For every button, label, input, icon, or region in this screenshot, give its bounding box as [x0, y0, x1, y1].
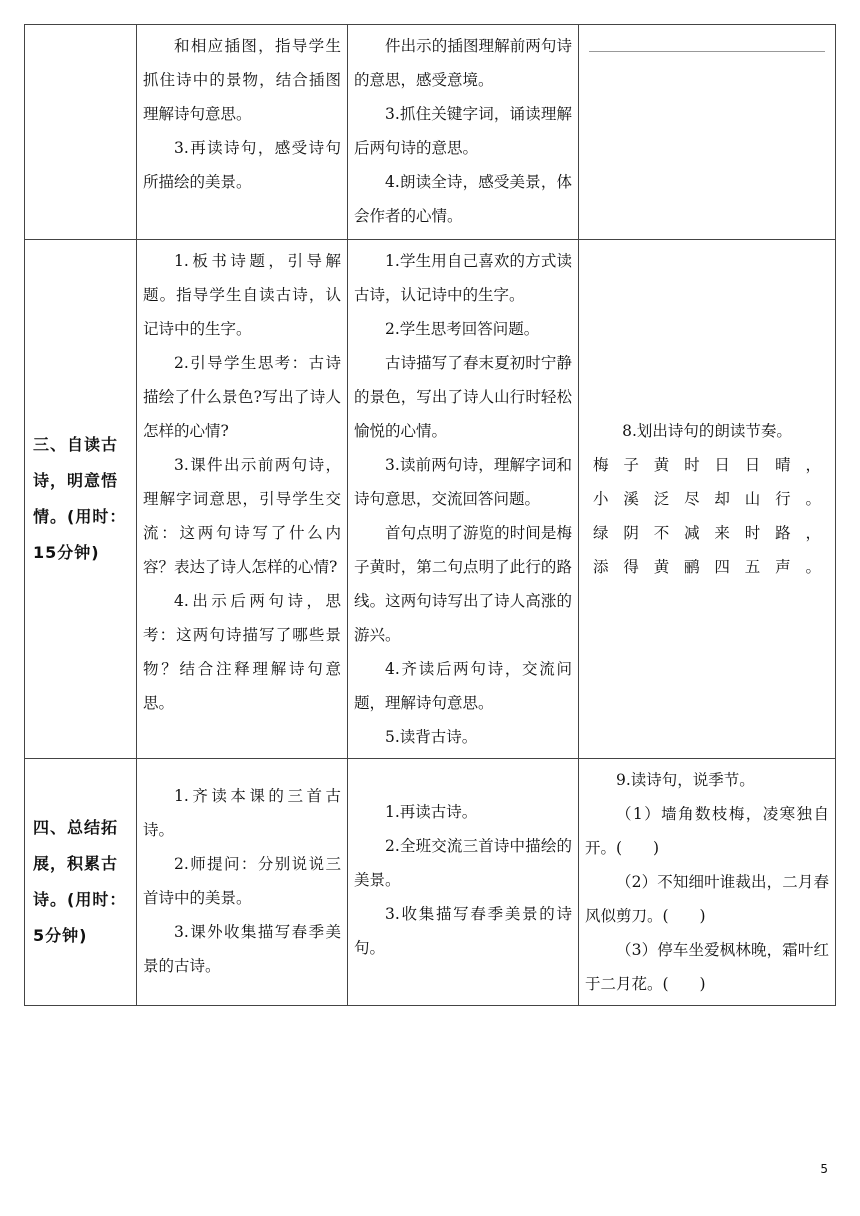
teacher-activity-cell — [137, 759, 348, 1006]
paragraph: 3.再读诗句，感受诗句所描绘的美景。 — [143, 139, 341, 191]
poem-line: 小溪泛尽却山行。 — [593, 490, 821, 508]
paragraph: 和相应插图，指导学生抓住诗中的景物，结合插图理解诗句意思。 — [143, 37, 341, 123]
teacher-activity-cell — [137, 25, 348, 240]
exercise-cell — [579, 240, 836, 759]
paragraph: 3.抓住关键字词，诵读理解后两句诗的意思。 — [354, 105, 572, 157]
stage-title: 三、自读古诗，明意悟情。(用时：15分钟) — [33, 435, 127, 562]
paragraph: （3）停车坐爱枫林晚，霜叶红于二月花。( ) — [585, 941, 829, 993]
paragraph: 3.课外收集描写春季美景的古诗。 — [143, 923, 341, 975]
exercise-cell — [579, 759, 836, 1006]
teacher-activity-cell — [137, 240, 348, 759]
paragraph: 2.引导学生思考：古诗描绘了什么景色?写出了诗人怎样的心情? — [143, 354, 341, 440]
paragraph: 3.读前两句诗，理解字词和诗句意思，交流回答问题。 — [354, 456, 572, 508]
stage-cell — [25, 25, 137, 240]
exercise-cell — [579, 25, 836, 240]
paragraph: （1）墙角数枝梅，凌寒独自开。( ) — [585, 805, 829, 857]
exercise-task: 8.划出诗句的朗读节奏。 — [622, 422, 792, 440]
paragraph: 古诗描写了春末夏初时宁静的景色，写出了诗人山行时轻松愉悦的心情。 — [354, 354, 572, 440]
table-row — [25, 240, 836, 759]
student-activity-cell — [348, 25, 579, 240]
paragraph: 2.学生思考回答问题。 — [385, 320, 540, 338]
paragraph: 首句点明了游览的时间是梅子黄时，第二句点明了此行的路线。这两句诗写出了诗人高涨的游兴。 — [354, 524, 572, 644]
paragraph: （2）不知细叶谁裁出，二月春风似剪刀。( ) — [585, 873, 829, 925]
table-row — [25, 25, 836, 240]
paragraph: 1.板书诗题，引导解题。指导学生自读古诗，认记诗中的生字。 — [143, 252, 341, 338]
paragraph: 5.读背古诗。 — [385, 728, 478, 746]
answer-line — [589, 51, 825, 52]
poem-line: 梅子黄时日日晴， — [593, 456, 821, 474]
student-activity-cell — [348, 240, 579, 759]
table-row — [25, 759, 836, 1006]
paragraph: 2.师提问：分别说说三首诗中的美景。 — [143, 855, 341, 907]
stage-title: 四、总结拓展，积累古诗。(用时：5分钟) — [33, 818, 127, 945]
paragraph: 9.读诗句，说季节。 — [616, 771, 755, 789]
poem-line: 绿阴不减来时路， — [593, 524, 821, 542]
stage-cell — [25, 240, 137, 759]
paragraph: 4.齐读后两句诗，交流问题，理解诗句意思。 — [354, 660, 572, 712]
paragraph: 件出示的插图理解前两句诗的意思，感受意境。 — [354, 37, 572, 89]
paragraph: 3.收集描写春季美景的诗句。 — [354, 905, 572, 957]
paragraph: 3.课件出示前两句诗，理解字词意思，引导学生交流：这两句诗写了什么内容？表达了诗人怎样的心情? — [143, 456, 341, 576]
page-number: 5 — [820, 1162, 828, 1176]
paragraph: 4.出示后两句诗，思考：这两句诗描写了哪些景物？结合注释理解诗句意思。 — [143, 592, 341, 712]
paragraph: 1.齐读本课的三首古诗。 — [143, 787, 341, 839]
student-activity-cell — [348, 759, 579, 1006]
paragraph: 4.朗读全诗，感受美景，体会作者的心情。 — [354, 173, 572, 225]
paragraph: 1.学生用自己喜欢的方式读古诗，认记诗中的生字。 — [354, 252, 572, 304]
stage-cell — [25, 759, 137, 1006]
paragraph: 1.再读古诗。 — [385, 803, 478, 821]
paragraph: 2.全班交流三首诗中描绘的美景。 — [354, 837, 572, 889]
poem-line: 添得黄鹂四五声。 — [593, 558, 821, 576]
lesson-plan-table — [24, 24, 836, 1006]
